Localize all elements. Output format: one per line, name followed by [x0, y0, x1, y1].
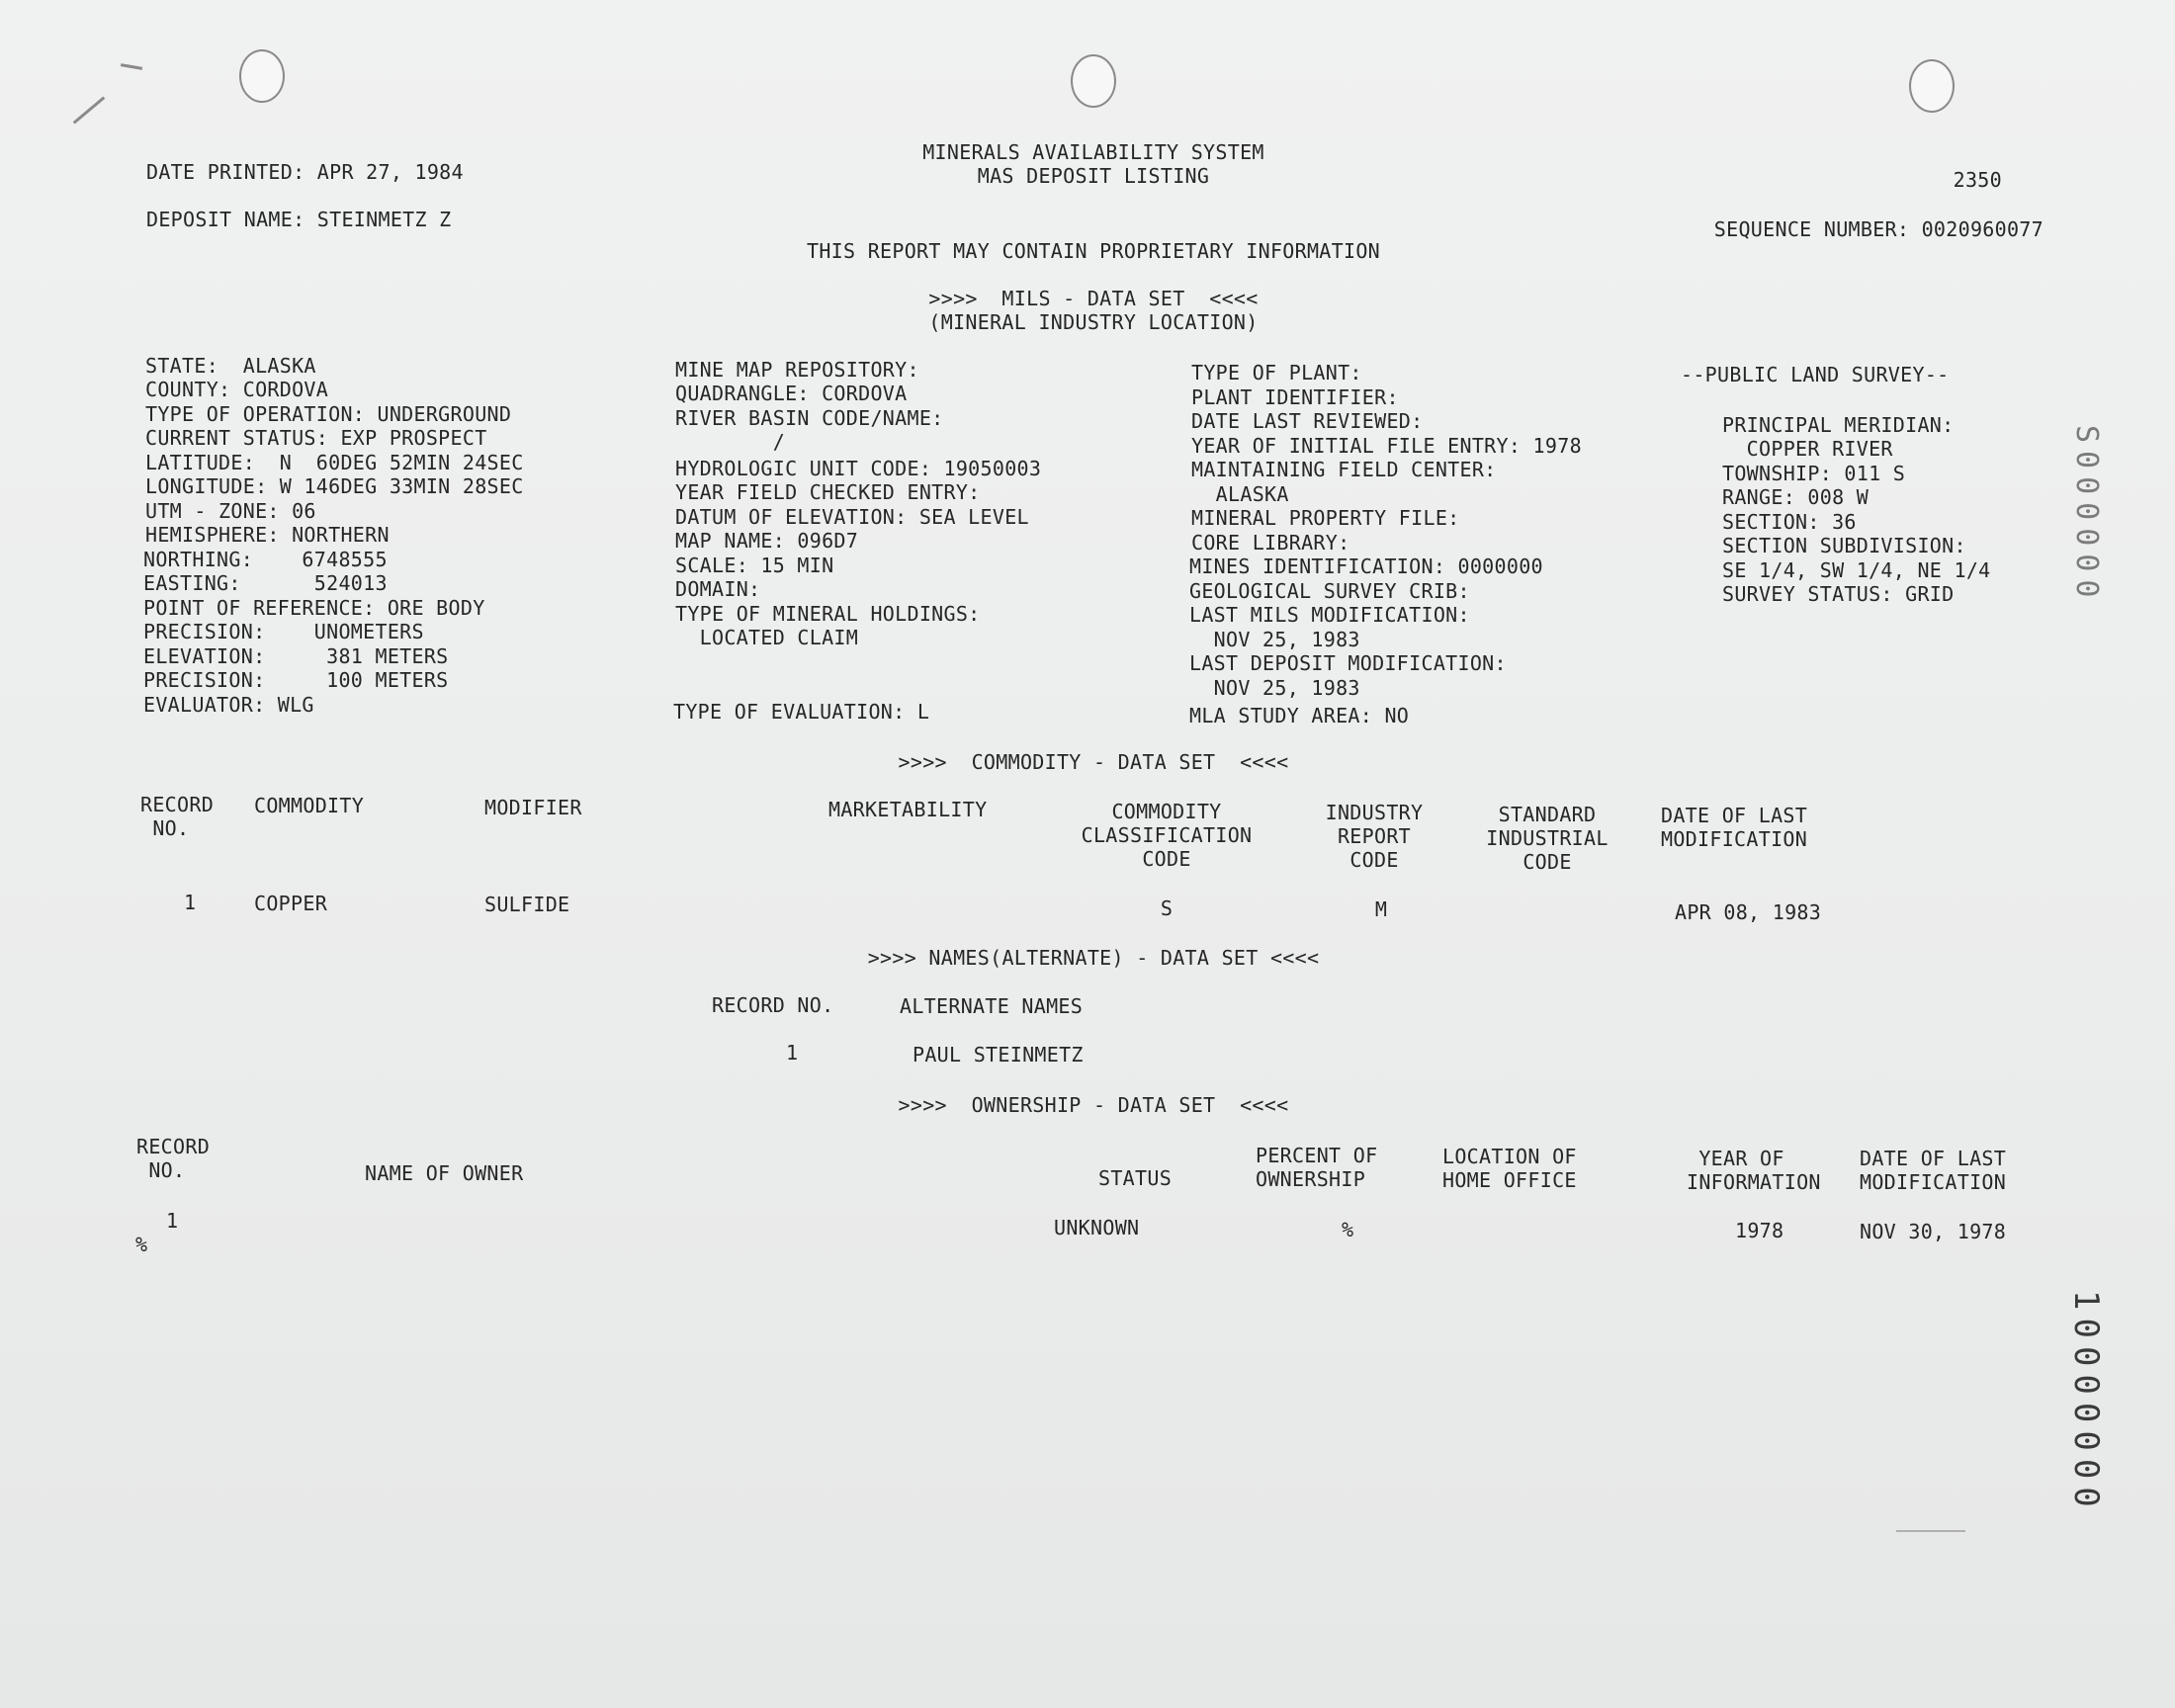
system-title: MINERALS AVAILABILITY SYSTEM [922, 140, 1264, 164]
mils-field: GEOLOGICAL SURVEY CRIB: [1189, 579, 1470, 603]
col-header-commodity: COMMODITY [254, 794, 365, 817]
mils-field: DATUM OF ELEVATION: SEA LEVEL [675, 505, 1029, 529]
mils-field: NOV 25, 1983 [1189, 628, 1360, 651]
mils-field: YEAR FIELD CHECKED ENTRY: [675, 480, 981, 504]
mils-field: EVALUATOR: WLG [143, 693, 314, 717]
col-header-location: LOCATION OF HOME OFFICE [1442, 1145, 1577, 1192]
mils-subtitle: (MINERAL INDUSTRY LOCATION) [928, 310, 1259, 334]
proprietary-notice: THIS REPORT MAY CONTAIN PROPRIETARY INFORMATION [806, 239, 1381, 263]
mils-field: MINERAL PROPERTY FILE: [1191, 506, 1460, 530]
cell-year: 1978 [1735, 1219, 1784, 1242]
mils-field: LOCATED CLAIM [675, 626, 859, 649]
mils-field: CURRENT STATUS: EXP PROSPECT [145, 426, 487, 450]
cell-status: UNKNOWN [1054, 1216, 1140, 1239]
col-header-percent: PERCENT OF OWNERSHIP [1256, 1144, 1378, 1191]
pencil-mark [73, 96, 106, 124]
col-header-year: YEAR OF INFORMATION [1687, 1147, 1821, 1194]
col-header-date-modified: DATE OF LAST MODIFICATION [1661, 804, 1808, 851]
pls-field: SECTION SUBDIVISION: [1722, 534, 1966, 557]
cell-modifier: SULFIDE [484, 893, 570, 916]
cell-date-modified: NOV 30, 1978 [1860, 1220, 2007, 1243]
pls-field: COPPER RIVER [1722, 437, 1893, 461]
mils-field: RIVER BASIN CODE/NAME: [675, 406, 944, 430]
mils-field: HYDROLOGIC UNIT CODE: 19050003 [675, 457, 1042, 480]
cell-record-no: 1 [166, 1209, 179, 1233]
sequence-number: SEQUENCE NUMBER: 0020960077 [1713, 217, 2044, 241]
pls-field: PRINCIPAL MERIDIAN: [1722, 413, 1955, 437]
cell-record-no: 1 [184, 891, 197, 914]
mils-field: TYPE OF MINERAL HOLDINGS: [675, 602, 981, 626]
mils-field: LAST MILS MODIFICATION: [1189, 603, 1470, 627]
mils-field: LAST DEPOSIT MODIFICATION: [1189, 651, 1507, 675]
cell-commodity: COPPER [254, 892, 328, 915]
deposit-name: DEPOSIT NAME: STEINMETZ Z [146, 208, 452, 231]
mils-field: HEMISPHERE: NORTHERN [145, 523, 390, 547]
mils-field: NORTHING: 6748555 [143, 548, 388, 571]
col-header-industry-code: INDUSTRY REPORT CODE [1325, 801, 1424, 872]
mils-field: ELEVATION: 381 METERS [143, 644, 449, 668]
mils-title: >>>> MILS - DATA SET <<<< [928, 287, 1259, 310]
mils-field: PRECISION: 100 METERS [143, 668, 449, 692]
mils-field: LATITUDE: N 60DEG 52MIN 24SEC [145, 451, 524, 474]
mils-field: MINES IDENTIFICATION: 0000000 [1189, 555, 1543, 578]
mils-field: TYPE OF OPERATION: UNDERGROUND [145, 402, 512, 426]
pls-field: RANGE: 008 W [1722, 485, 1870, 509]
mils-field: ALASKA [1191, 482, 1289, 506]
cell-industry-code: M [1374, 897, 1388, 921]
mils-field: MLA STUDY AREA: NO [1189, 704, 1410, 727]
mils-field: TYPE OF PLANT: [1191, 361, 1362, 384]
stamp-upper: S000000 [2069, 425, 2104, 606]
mils-field: MINE MAP REPOSITORY: [675, 358, 919, 382]
col-header-date-modified: DATE OF LAST MODIFICATION [1860, 1147, 2007, 1194]
cell-classification: S [1160, 897, 1174, 920]
mils-field: MAP NAME: 096D7 [675, 529, 859, 553]
col-header-record-no: RECORD NO. [136, 1135, 211, 1182]
pls-field: TOWNSHIP: 011 S [1722, 462, 1906, 485]
mils-field: LONGITUDE: W 146DEG 33MIN 28SEC [145, 474, 524, 498]
col-header-status: STATUS [1098, 1166, 1173, 1190]
col-header-modifier: MODIFIER [484, 796, 582, 819]
stamp-lower: 10000000 [2066, 1290, 2106, 1515]
mils-field: MAINTAINING FIELD CENTER: [1191, 458, 1497, 481]
mils-field: COUNTY: CORDOVA [145, 378, 329, 401]
cell-alternate-name: PAUL STEINMETZ [913, 1043, 1084, 1067]
pls-field: SECTION: 36 [1722, 510, 1857, 534]
col-header-alternate-names: ALTERNATE NAMES [900, 994, 1084, 1018]
pencil-mark [121, 63, 142, 70]
mils-field: UTM - ZONE: 06 [145, 499, 316, 523]
names-title: >>>> NAMES(ALTERNATE) - DATA SET <<<< [867, 946, 1320, 970]
scan-line [1896, 1530, 1965, 1532]
punch-hole-center [1071, 54, 1116, 108]
cell-percent: % [1342, 1218, 1354, 1241]
mils-field: / [675, 430, 786, 454]
cell-date-modified: APR 08, 1983 [1675, 900, 1822, 924]
cell-record-no: 1 [786, 1041, 799, 1065]
col-header-record-no: RECORD NO. [140, 793, 215, 840]
mils-field: PLANT IDENTIFIER: [1191, 385, 1399, 409]
mils-field: STATE: ALASKA [145, 354, 316, 378]
pls-title: --PUBLIC LAND SURVEY-- [1681, 363, 1950, 386]
mils-field: DOMAIN: [675, 577, 761, 601]
commodity-title: >>>> COMMODITY - DATA SET <<<< [898, 750, 1289, 774]
mils-field: CORE LIBRARY: [1191, 531, 1350, 555]
mils-field: POINT OF REFERENCE: ORE BODY [143, 596, 485, 620]
col-header-owner: NAME OF OWNER [365, 1161, 524, 1185]
cell-percent-mark: % [135, 1233, 148, 1256]
mils-field: YEAR OF INITIAL FILE ENTRY: 1978 [1191, 434, 1582, 458]
col-header-marketability: MARKETABILITY [828, 798, 988, 821]
punch-hole-left [239, 49, 285, 103]
date-printed: DATE PRINTED: APR 27, 1984 [146, 160, 464, 184]
mils-field: SCALE: 15 MIN [675, 554, 834, 577]
col-header-classification: COMMODITY CLASSIFICATION CODE [1081, 800, 1253, 871]
mils-field: DATE LAST REVIEWED: [1191, 409, 1424, 433]
listing-title: MAS DEPOSIT LISTING [977, 164, 1210, 188]
mils-field: EASTING: 524013 [143, 571, 388, 595]
page-number: 2350 [1953, 168, 2002, 192]
ownership-title: >>>> OWNERSHIP - DATA SET <<<< [898, 1093, 1289, 1117]
pls-field: SE 1/4, SW 1/4, NE 1/4 [1722, 558, 1991, 582]
col-header-record-no: RECORD NO. [712, 993, 834, 1017]
punch-hole-right [1909, 59, 1955, 113]
type-of-evaluation: TYPE OF EVALUATION: L [673, 700, 930, 724]
col-header-sic: STANDARD INDUSTRIAL CODE [1486, 803, 1609, 874]
mils-field: NOV 25, 1983 [1189, 676, 1360, 700]
pls-field: SURVEY STATUS: GRID [1722, 582, 1955, 606]
mils-field: PRECISION: UNOMETERS [143, 620, 424, 643]
mils-field: QUADRANGLE: CORDOVA [675, 382, 908, 405]
